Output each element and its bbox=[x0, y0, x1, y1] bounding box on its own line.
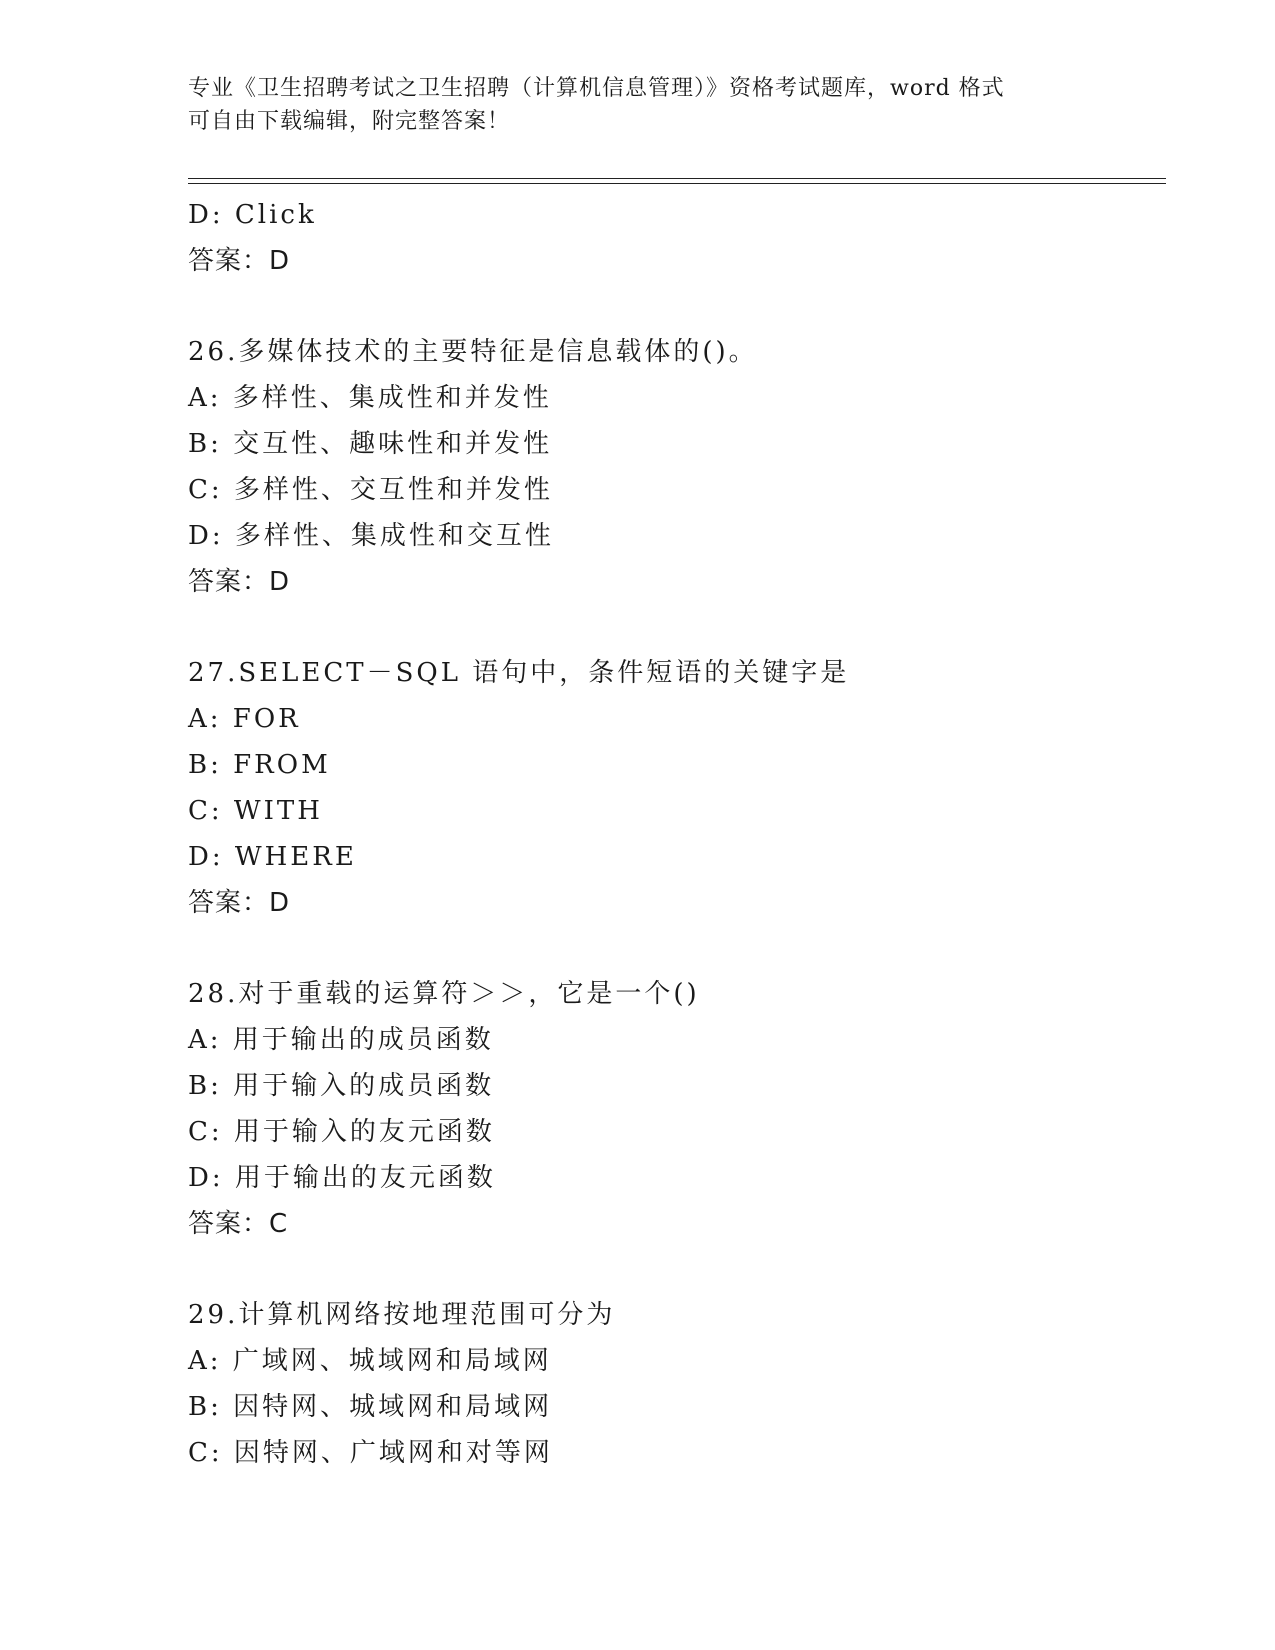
question-28-stem: 28.对于重载的运算符＞＞，它是一个() bbox=[188, 979, 700, 1009]
question-27-option-a: A: FOR bbox=[188, 704, 301, 734]
question-26-option-b: B: 交互性、趣味性和并发性 bbox=[188, 429, 553, 459]
spacer bbox=[188, 1247, 1168, 1292]
question-26-answer: 答案：D bbox=[188, 567, 291, 597]
spacer bbox=[188, 284, 1168, 329]
question-26-stem: 26.多媒体技术的主要特征是信息载体的()。 bbox=[188, 337, 758, 367]
question-29-option-c: C: 因特网、广域网和对等网 bbox=[188, 1438, 553, 1468]
question-26-option-c: C: 多样性、交互性和并发性 bbox=[188, 475, 553, 505]
prev-option-d: D: Click bbox=[188, 200, 317, 230]
prev-answer: 答案：D bbox=[188, 246, 291, 276]
page-header bbox=[188, 72, 1088, 138]
question-list bbox=[188, 192, 1168, 1476]
header-line-1: 专业《卫生招聘考试之卫生招聘（计算机信息管理）》资格考试题库，word 格式 bbox=[188, 76, 1005, 101]
header-rule-bottom bbox=[188, 183, 1166, 184]
question-26-option-a: A: 多样性、集成性和并发性 bbox=[188, 383, 552, 413]
header-line-2: 可自由下载编辑，附完整答案！ bbox=[188, 109, 511, 134]
question-29-stem: 29.计算机网络按地理范围可分为 bbox=[188, 1300, 616, 1330]
question-29-option-b: B: 因特网、城域网和局域网 bbox=[188, 1392, 553, 1422]
question-27-stem: 27.SELECT－SQL 语句中，条件短语的关键字是 bbox=[188, 658, 850, 688]
spacer bbox=[188, 605, 1168, 650]
spacer bbox=[188, 926, 1168, 971]
question-27-option-d: D: WHERE bbox=[188, 842, 357, 872]
question-28-option-a: A: 用于输出的成员函数 bbox=[188, 1025, 494, 1055]
question-28-answer: 答案：C bbox=[188, 1209, 289, 1239]
header-rule-top bbox=[188, 178, 1166, 179]
question-27-option-b: B: FROM bbox=[188, 750, 331, 780]
question-28-option-c: C: 用于输入的友元函数 bbox=[188, 1117, 495, 1147]
question-27-option-c: C: WITH bbox=[188, 796, 323, 826]
question-26-option-d: D: 多样性、集成性和交互性 bbox=[188, 521, 554, 551]
question-28-option-b: B: 用于输入的成员函数 bbox=[188, 1071, 495, 1101]
question-27-answer: 答案：D bbox=[188, 888, 291, 918]
question-29-option-a: A: 广域网、城域网和局域网 bbox=[188, 1346, 552, 1376]
question-28-option-d: D: 用于输出的友元函数 bbox=[188, 1163, 496, 1193]
